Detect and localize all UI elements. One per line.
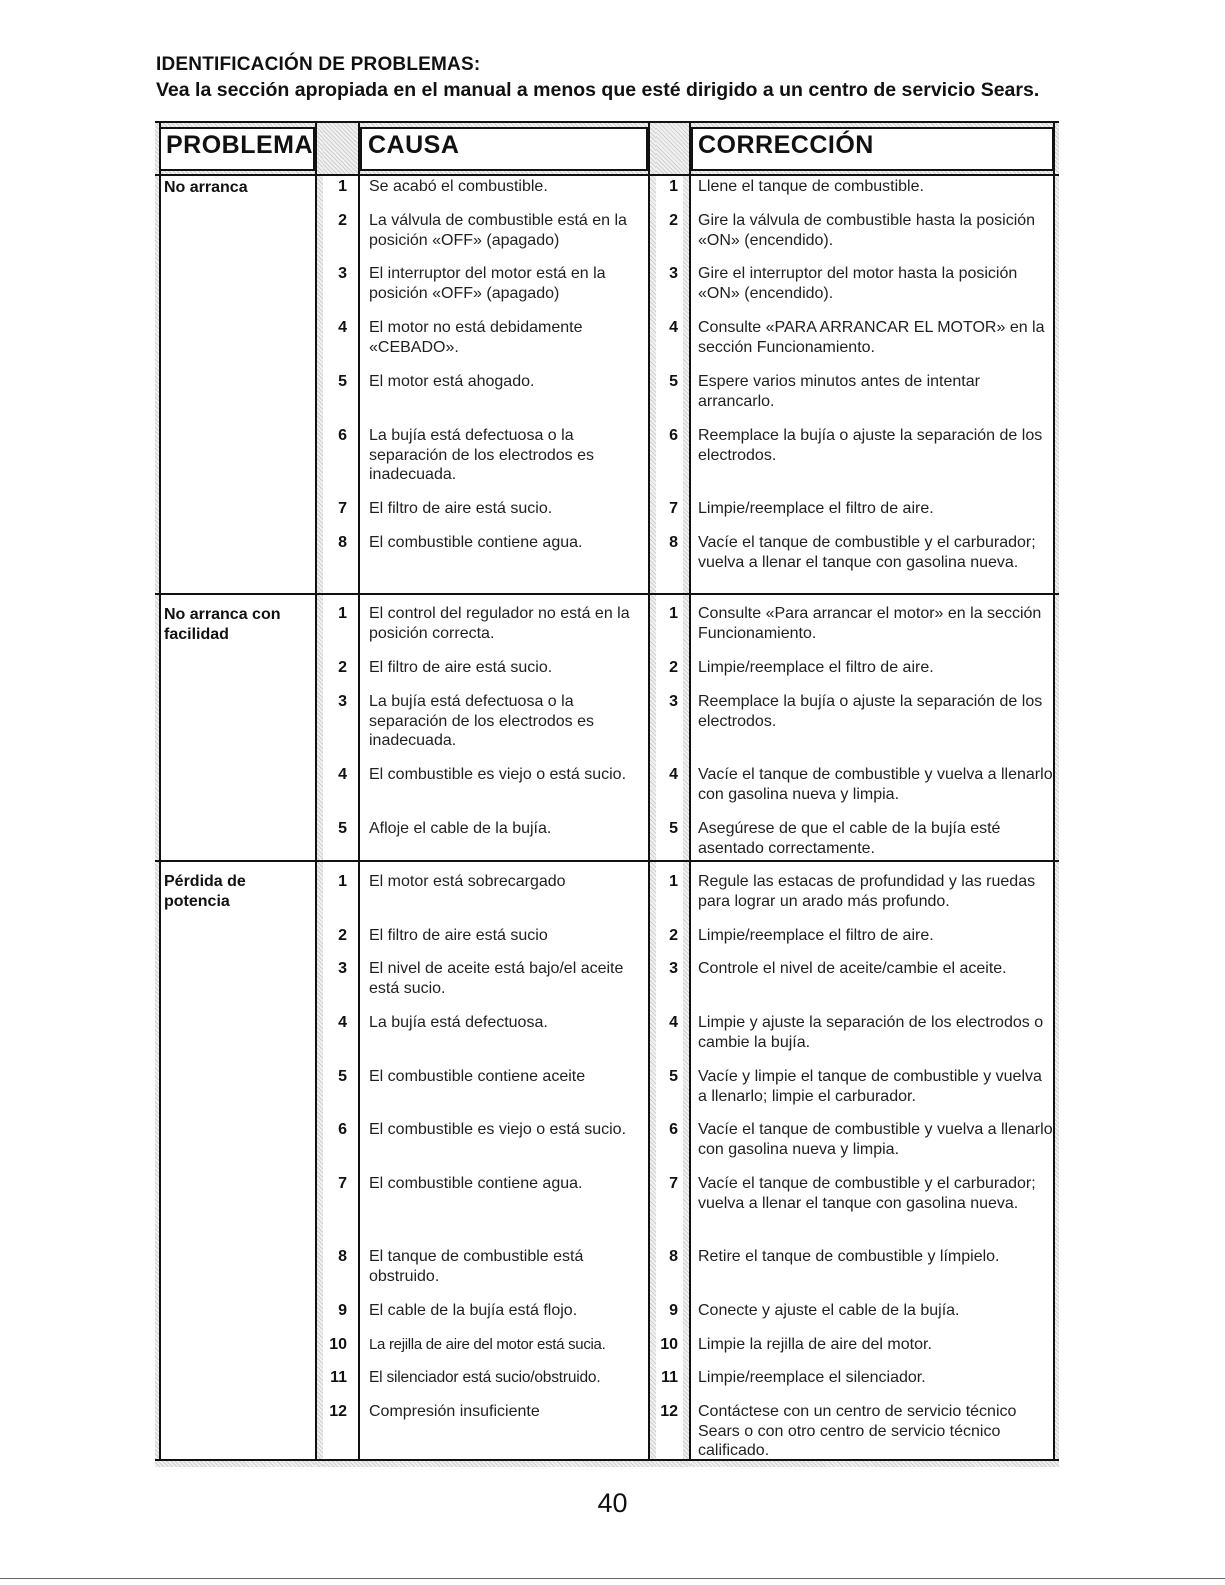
correction-number: 1 (669, 178, 678, 195)
cause-number: 1 (338, 605, 347, 622)
cause-number: 9 (338, 1302, 347, 1319)
cause-text: La bujía está defectuosa o la separación de los electrodos es inadecuada. (369, 427, 595, 483)
cause-text: El cable de la bujía está flojo. (369, 1302, 578, 1319)
cause-text: Compresión insuficiente (369, 1403, 540, 1420)
cause-text: El motor no está debidamente «CEBADO». (369, 319, 583, 356)
cause-text: La bujía está defectuosa o la separación de los electrodos es inadecuada. (369, 693, 595, 749)
cause-number: 1 (338, 873, 347, 890)
cause-text: El tanque de combustible está obstruido. (369, 1248, 584, 1285)
correction-number: 10 (660, 1336, 678, 1353)
correction-text: Consulte «Para arrancar el motor» en la sección Funcionamiento. (698, 605, 1042, 642)
correction-text: Limpie/reemplace el silenciador. (698, 1369, 926, 1386)
correction-number: 4 (669, 1014, 678, 1031)
table-top-border (155, 121, 1059, 123)
correction-text: Limpie la rejilla de aire del motor. (698, 1336, 932, 1353)
correction-number: 3 (669, 960, 678, 977)
correction-text: Vacíe el tanque de combustible y vuelva a llenarlo con gasolina nueva y limpia. (698, 766, 1053, 803)
cause-number: 4 (338, 1014, 347, 1031)
correction-text: Vacíe y limpie el tanque de combustible y vuelva a llenarlo; limpie el carburador. (698, 1068, 1042, 1105)
cause-number: 10 (329, 1336, 347, 1353)
cause-number: 2 (338, 927, 347, 944)
correction-text: Vacíe el tanque de combustible y el carburador; vuelva a llenar el tanque con gasolina nueva. (698, 534, 1036, 571)
problem-label: No arranca (164, 179, 248, 196)
correction-text: Contáctese con un centro de servicio técnico Sears o con otro centro de servicio técnico calificado. (698, 1403, 1017, 1459)
cause-text: El combustible es viejo o está sucio. (369, 1121, 627, 1138)
cause-text: El combustible es viejo o está sucio. (369, 766, 627, 783)
correction-text: Vacíe el tanque de combustible y vuelva a llenarlo con gasolina nueva y limpia. (698, 1121, 1053, 1158)
correction-text: Espere varios minutos antes de intentar arrancarlo. (698, 373, 980, 410)
correction-number: 2 (669, 927, 678, 944)
correction-number: 2 (669, 212, 678, 229)
correction-number: 1 (669, 605, 678, 622)
cause-number: 6 (338, 1121, 347, 1138)
cause-number: 3 (338, 693, 347, 710)
correction-number: 5 (669, 373, 678, 390)
correction-text: Gire el interruptor del motor hasta la posición «ON» (encendido). (698, 265, 1018, 302)
cause-text: La válvula de combustible está en la posición «OFF» (apagado) (369, 212, 627, 249)
correction-text: Regule las estacas de profundidad y las ruedas para lograr un arado más profundo. (698, 873, 1036, 910)
cause-text: El filtro de aire está sucio. (369, 659, 553, 676)
correction-number: 5 (669, 1068, 678, 1085)
cause-number: 8 (338, 534, 347, 551)
correction-text: Llene el tanque de combustible. (698, 178, 924, 195)
cause-text: Afloje el cable de la bujía. (369, 820, 552, 837)
cause-number: 4 (338, 319, 347, 336)
correction-text: Limpie/reemplace el filtro de aire. (698, 659, 934, 676)
correction-number: 4 (669, 766, 678, 783)
table-left-border (159, 121, 161, 1461)
cause-text: El filtro de aire está sucio. (369, 500, 553, 517)
correction-text: Limpie/reemplace el filtro de aire. (698, 500, 934, 517)
cause-number: 5 (338, 820, 347, 837)
correction-text: Asegúrese de que el cable de la bujía esté asentado correctamente. (698, 820, 1001, 857)
page-title: IDENTIFICACIÓN DE PROBLEMAS: (156, 54, 481, 75)
header-correction: CORRECCIÓN (698, 131, 874, 159)
cause-number: 11 (330, 1369, 347, 1386)
cause-number: 7 (338, 1175, 347, 1192)
cause-text: El interruptor del motor está en la posición «OFF» (apagado) (369, 265, 606, 302)
cause-text: El combustible contiene agua. (369, 534, 583, 551)
group-divider (155, 860, 1059, 862)
cause-number-divider (358, 121, 360, 1461)
cause-number: 3 (338, 960, 347, 977)
correction-number: 1 (669, 873, 678, 890)
page-number: 40 (597, 1488, 628, 1518)
cause-number: 2 (338, 212, 347, 229)
cause-text: El nivel de aceite está bajo/el aceite está sucio. (369, 960, 624, 997)
correction-text: Limpie/reemplace el filtro de aire. (698, 927, 934, 944)
header-bottom-border (155, 174, 1059, 176)
correction-number: 6 (669, 427, 678, 444)
cause-text: Se acabó el combustible. (369, 178, 548, 195)
troubleshooting-table (155, 121, 1059, 1467)
correction-text: Consulte «PARA ARRANCAR EL MOTOR» en la sección Funcionamiento. (698, 319, 1045, 356)
correction-text: Conecte y ajuste el cable de la bujía. (698, 1302, 960, 1319)
correction-number: 4 (669, 319, 678, 336)
cause-number: 5 (338, 373, 347, 390)
cause-text: El motor está ahogado. (369, 373, 535, 390)
cause-text: La bujía está defectuosa. (369, 1014, 548, 1031)
header-cause: CAUSA (368, 131, 460, 159)
cause-number: 12 (329, 1403, 347, 1420)
correction-number: 2 (669, 659, 678, 676)
correction-number: 8 (669, 534, 678, 551)
correction-number: 3 (669, 265, 678, 282)
correction-text: Limpie y ajuste la separación de los electrodos o cambie la bujía. (698, 1014, 1044, 1051)
correction-text: Reemplace la bujía o ajuste la separación de los electrodos. (698, 427, 1043, 464)
page-bottom-edge (0, 1578, 1225, 1579)
cause-text: El control del regulador no está en la posición correcta. (369, 605, 630, 642)
correction-number: 6 (669, 1121, 678, 1138)
correction-number: 3 (669, 693, 678, 710)
correction-number-divider (689, 121, 691, 1461)
cause-text: El filtro de aire está sucio (369, 927, 548, 944)
problem-label: No arranca con facilidad (164, 606, 281, 643)
cause-number: 6 (338, 427, 347, 444)
cause-number: 7 (338, 500, 347, 517)
correction-number: 7 (669, 1175, 678, 1192)
table-right-border (1053, 121, 1055, 1461)
cause-number: 2 (338, 659, 347, 676)
cause-text: El silenciador está sucio/obstruido. (369, 1369, 601, 1386)
correction-number: 8 (669, 1248, 678, 1265)
correction-text: Retire el tanque de combustible y límpielo. (698, 1248, 1000, 1265)
correction-number: 9 (669, 1302, 678, 1319)
correction-text: Controle el nivel de aceite/cambie el aceite. (698, 960, 1007, 977)
cause-text: El combustible contiene aceite (369, 1068, 586, 1085)
correction-text: Reemplace la bujía o ajuste la separación de los electrodos. (698, 693, 1043, 730)
cause-number: 8 (338, 1248, 347, 1265)
group-divider (155, 593, 1059, 595)
correction-number: 12 (660, 1403, 678, 1420)
correction-number: 5 (669, 820, 678, 837)
page-subtitle: Vea la sección apropiada en el manual a menos que esté dirigido a un centro de servicio Sears. (156, 79, 1040, 101)
cause-number: 1 (338, 178, 347, 195)
problem-label: Pérdida de potencia (164, 873, 246, 910)
cause-text: El motor está sobrecargado (369, 873, 566, 890)
cause-number: 4 (338, 766, 347, 783)
correction-text: Gire la válvula de combustible hasta la posición «ON» (encendido). (698, 212, 1036, 249)
cause-number: 5 (338, 1068, 347, 1085)
correction-text: Vacíe el tanque de combustible y el carburador; vuelva a llenar el tanque con gasolina nueva. (698, 1175, 1036, 1212)
header-problem: PROBLEMA (166, 131, 314, 159)
cause-number: 3 (338, 265, 347, 282)
correction-number: 11 (661, 1369, 678, 1386)
cause-text: El combustible contiene agua. (369, 1175, 583, 1192)
cause-text: La rejilla de aire del motor está sucia. (369, 1336, 606, 1353)
correction-number: 7 (669, 500, 678, 517)
